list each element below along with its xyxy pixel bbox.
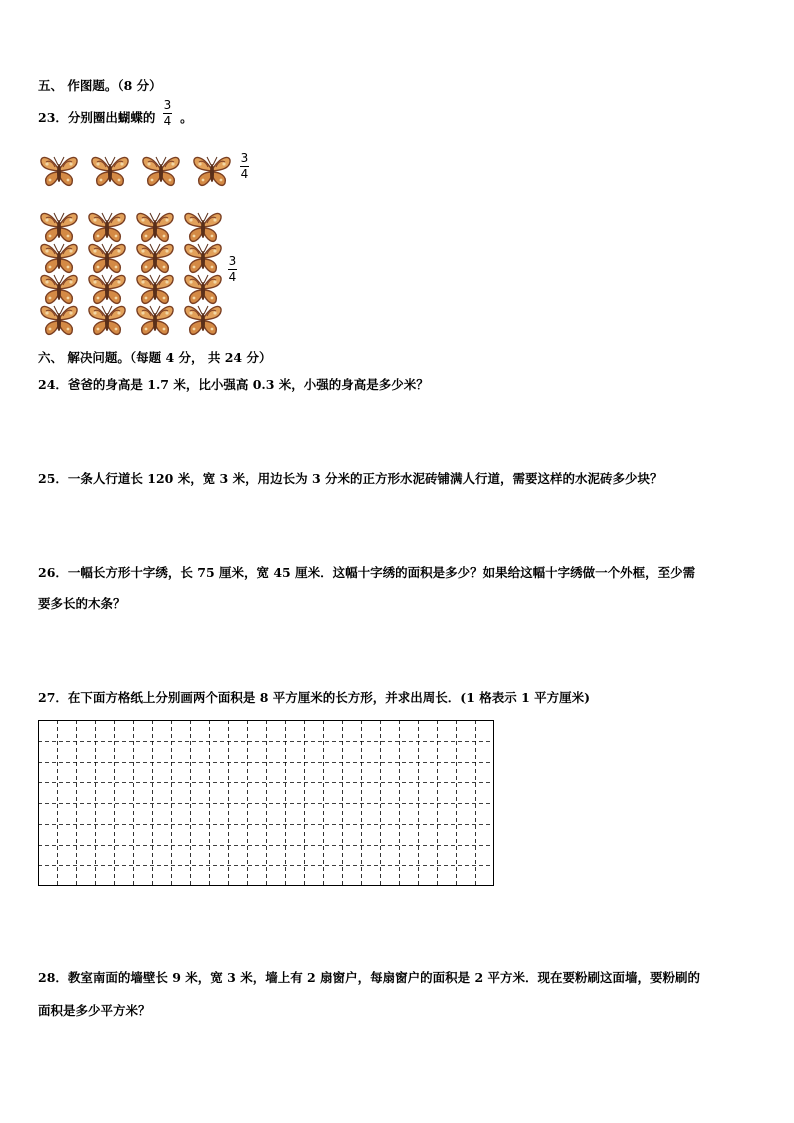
butterfly-icon (38, 302, 80, 338)
butterfly-icon (140, 153, 182, 189)
group1-frac-den: 4 (240, 167, 249, 181)
butterfly-icon (38, 153, 80, 189)
butterfly-icon (86, 302, 128, 338)
group2-fraction (228, 255, 237, 284)
q25-text: 25．一条人行道长 120 米，宽 3 米，用边长为 3 分米的正方形水泥砖铺满人行道，需要这样的水泥砖多少块？ (38, 471, 663, 486)
butterfly-icon (134, 302, 176, 338)
group1-fraction (240, 152, 249, 181)
grid-lines (38, 720, 494, 886)
butterfly-icon (191, 153, 233, 189)
group2-frac-den: 4 (228, 270, 237, 284)
q28-line2: 面积是多少平方米？ (38, 1003, 151, 1018)
section5-title: 五、 作图题。（8 分） (38, 78, 162, 93)
q23-prefix: 23．分别圈出蝴蝶的 (38, 110, 156, 125)
group1-frac-num: 3 (240, 151, 249, 165)
q27-text: 27．在下面方格纸上分别画两个面积是 8 平方厘米的长方形，并求出周长．(1 格表示 1 平方厘米) (38, 690, 591, 705)
section6-title: 六、 解决问题。（每题 4 分， 共 24 分） (38, 350, 272, 365)
q23-suffix: 。 (180, 110, 193, 125)
butterfly-icon (182, 302, 224, 338)
q24-text: 24．爸爸的身高是 1.7 米，比小强高 0.3 米，小强的身高是多少米？ (38, 377, 429, 392)
q23-frac-num: 3 (163, 98, 172, 112)
q28-line1: 28．教室南面的墙壁长 9 米，宽 3 米，墙上有 2 扇窗户，每扇窗户的面积是 2 平方米．现在要粉刷这面墙，要粉刷的 (38, 970, 701, 985)
q26-line1: 26．一幅长方形十字绣，长 75 厘米，宽 45 厘米．这幅十字绣的面积是多少？如果给这幅十字绣做一个外框，至少需 (38, 565, 696, 580)
grid-paper[interactable] (38, 720, 494, 886)
q23-frac-den: 4 (163, 114, 172, 128)
group2-frac-num: 3 (228, 254, 237, 268)
q26-line2: 要多长的木条？ (38, 596, 126, 611)
q23-fraction (163, 99, 172, 128)
butterfly-icon (89, 153, 131, 189)
